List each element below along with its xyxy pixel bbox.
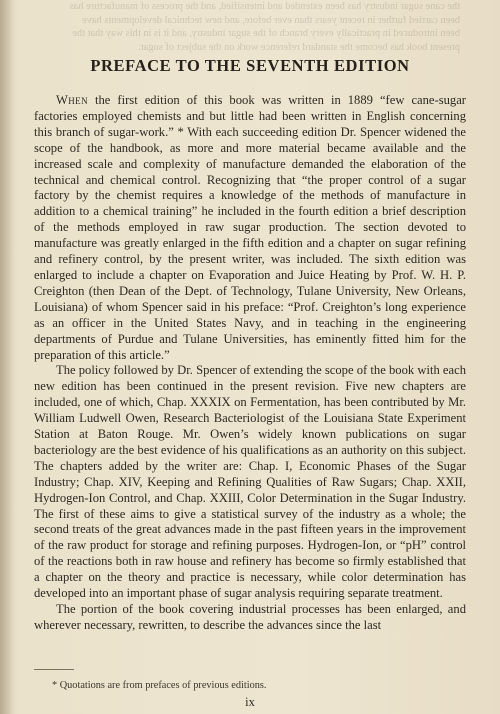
paragraph-2 (34, 363, 466, 602)
paragraph-text: The portion of the book covering industrial processes has been enlarged, and wherever necessary, rewritten, to describe the advances since the last (34, 602, 466, 632)
footnote: * Quotations are from prefaces of previous editions. (52, 680, 267, 691)
bleed-through-text: the cane sugar industry has been extended and intensified, and the process of manufacture has been carried further in recent years than ever before, and new technical developments have been introduced in practically every branch of the sugar industry, and it is in this way that the present book has become the standard reference work on the subject of sugar. (69, 1, 460, 53)
preface-body (34, 93, 466, 634)
paragraph-text: the first edition of this book was written in 1889 “few cane-sugar factories employed chemists and but little had been written in English concerning this branch of sugar-work.” * With each succeeding edition Dr. Spencer widened the scope of the handbook, as more and more material became available and the increased scale and complexity of manufacture demanded the elaboration of the technical and chemical control. Recognizing that “the proper control of a sugar factory by the chemist requires a knowledge of the methods of manufacture in addition to a chemical training” he included in the fourth edition a brief description of the methods employed in raw sugar production. The section devoted to manufacture was greatly enlarged in the fifth edition and a chapter on sugar refining and refinery control, by the present writer, was included. The sixth edition was enlarged to include a chapter on Evaporation and Juice Heating by Prof. W. H. P. Creighton (then Dean of the Dept. of Technology, Tulane University, New Orleans, Louisiana) of whom Spencer said in his preface: “Prof. Creighton’s long experience as an officer in the United States Navy, and in teaching in the engineering departments of Purdue and Tulane Universities, has eminently fitted him for the preparation of this article.” (34, 93, 466, 362)
paragraph-text: The policy followed by Dr. Spencer of extending the scope of the book with each new edition has been continued in the present revision. Five new chapters are included, one of which, Chap. XXXIX on Fermentation, has been contributed by Mr. William Ludwell Owen, Research Bacteriologist of the Louisiana State Experiment Station at Baton Rouge. Mr. Owen’s widely known publications on sugar bacteriology are the best evidence of his qualifications as an authority on this subject. The chapters added by the writer are: Chap. I, Economic Phases of the Sugar Industry; Chap. XIV, Keeping and Refining Qualities of Raw Sugars; Chap. XXII, Hydrogen-Ion Control, and Chap. XXIII, Color Determination in the Sugar Industry. The first of these aims to give a statistical survey of the industry as a whole; the second treats of the great advances made in the past fifteen years in the improvement of the raw product for storage and refining purposes. Hydrogen-Ion, or “pH” control of the reactions both in raw house and refinery has become so firmly established that a chapter on the theory and practice is necessary, while color determination has developed into an important phase of sugar analysis requiring separate treatment. (34, 363, 466, 601)
page-number: ix (245, 695, 255, 709)
footnote-rule (34, 669, 74, 670)
page-title: PREFACE TO THE SEVENTH EDITION (90, 56, 410, 75)
paragraph-lead-word: When (56, 93, 88, 107)
paragraph-3 (34, 602, 466, 634)
page-gutter-shadow (0, 0, 14, 714)
paragraph-1 (34, 93, 466, 363)
